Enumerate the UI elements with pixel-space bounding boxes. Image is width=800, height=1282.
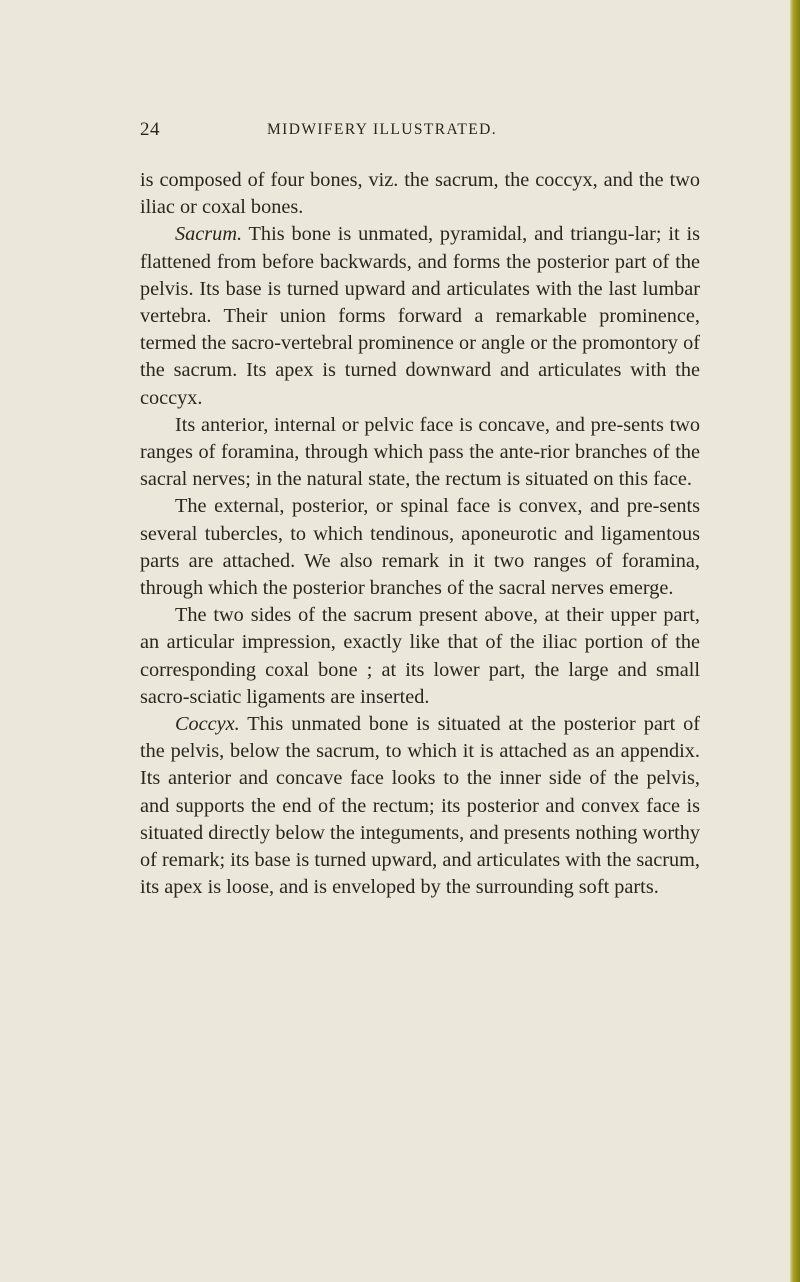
section-lead-sacrum: Sacrum. <box>175 223 243 246</box>
section-lead-coccyx: Coccyx. <box>175 713 240 736</box>
running-title: MIDWIFERY ILLUSTRATED. <box>267 121 497 138</box>
paragraph-text: is composed of four bones, viz. the sacrum, the coccyx, and the two iliac or coxal bones. <box>140 169 700 219</box>
paragraph-continuation <box>140 167 700 221</box>
page-number: 24 <box>140 119 160 140</box>
body-text <box>140 167 700 901</box>
paragraph-text: The two sides of the sacrum present above, at their upper part, an articular impression, exactly like that of the iliac portion of the corresponding coxal bone ; at its lower part, the large and small sacro-sciatic ligaments are inserted. <box>140 604 700 708</box>
paragraph-text: Its anterior, internal or pelvic face is concave, and pre-sents two ranges of foramina, through which pass the ante-rior branches of the sacral nerves; in the natural state, the rectum is situated on this face. <box>140 413 700 491</box>
paragraph-text: This unmated bone is situated at the posterior part of the pelvis, below the sacrum, to which it is attached as an appendix. Its anterior and concave face looks to the inner side of the pelvis, and supports the end of the rectum; its posterior and convex face is situated directly below the integuments, and presents nothing worthy of remark; its base is turned upward, and articulates with the sacrum, its apex is loose, and is enveloped by the surrounding soft parts. <box>140 713 700 899</box>
page-edge <box>790 0 800 1282</box>
paragraph-anterior-face <box>140 412 700 494</box>
paragraph-text: The external, posterior, or spinal face is convex, and pre-sents several tubercles, to which tendinous, aponeurotic and ligamentous parts are attached. We also remark in it two ranges of foramina, through which the posterior branches of the sacral nerves emerge. <box>140 495 700 600</box>
page-header <box>140 119 700 143</box>
paragraph-external-face <box>140 493 700 602</box>
paragraph-text: This bone is unmated, pyramidal, and triangu-lar; it is flattened from before backwards, and forms the posterior part of the pelvis. Its base is turned upward and articulates with the last lumbar vertebra. Their union forms forward a remarkable prominence, termed the sacro-vertebral prominence or angle or the promontory of the sacrum. Its apex is turned downward and articulates with the coccyx. <box>140 223 700 409</box>
paragraph-sacrum <box>140 221 700 411</box>
paragraph-coccyx <box>140 711 700 901</box>
paragraph-two-sides <box>140 602 700 711</box>
